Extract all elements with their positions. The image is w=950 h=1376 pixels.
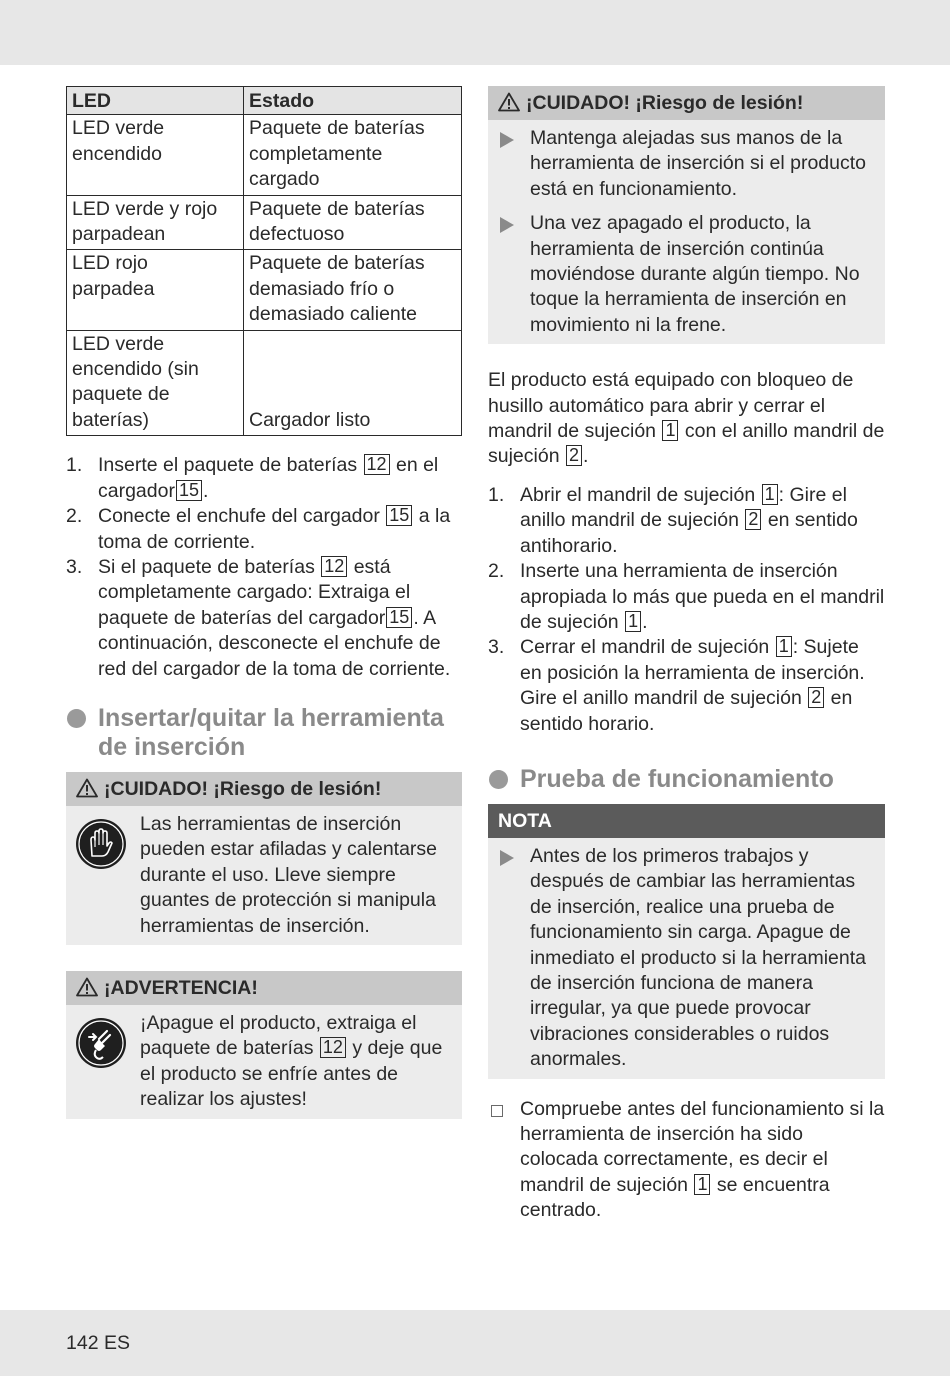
step-text: . (203, 479, 209, 502)
caution-title: ¡CUIDADO! ¡Riesgo de lesión! (526, 92, 804, 114)
list-item (498, 844, 875, 1073)
cell-text: LED rojo parpadea (72, 252, 155, 300)
step-number: 1. (66, 454, 83, 477)
check-text: se encuentra centrado. (520, 1173, 830, 1222)
caution-header (66, 772, 462, 806)
check-text: Compruebe antes del funcionamiento si la herramienta de inserción ha sido colocada correctamente, es decir el mandril de sujeción (520, 1097, 885, 1196)
caution-header (488, 86, 885, 120)
list-item (66, 453, 462, 504)
caution-box-gloves (66, 772, 462, 945)
unplug-icon (75, 1017, 127, 1069)
reference-number: 2 (566, 445, 582, 466)
reference-number: 1 (625, 611, 641, 632)
step-text: en el cargador (98, 454, 439, 502)
table-row (67, 195, 462, 250)
reference-number: 2 (808, 687, 824, 708)
spindle-lock-paragraph (488, 368, 885, 470)
list-item (66, 555, 462, 682)
reference-number: 15 (386, 607, 412, 628)
warning-triangle-icon (76, 977, 98, 997)
paragraph-text: El producto está equipado con bloqueo de husillo automático para abrir y cerrar el mandril de sujeción (488, 369, 854, 443)
table-cell-led (67, 115, 244, 195)
cell-text: LED verde y rojo parpadean (72, 197, 218, 246)
reference-number: 2 (745, 509, 761, 530)
step-text: Cerrar el mandril de sujeción (520, 636, 770, 659)
arrow-bullet-icon (500, 850, 514, 866)
section-heading-test (488, 765, 885, 794)
checklist-item (488, 1097, 885, 1224)
table-cell-estado (244, 250, 462, 330)
page-number: 142 ES (66, 1332, 130, 1354)
section-title: Prueba de funcionamiento (520, 764, 834, 793)
bottom-band (0, 1310, 950, 1376)
section-heading-insert (66, 704, 462, 762)
table-cell-estado: Paquete de baterías completamente cargado (244, 115, 462, 195)
table-row (67, 250, 462, 330)
warning-text-part: y deje que el producto se enfríe antes de realizar los ajustes! (140, 1037, 443, 1111)
paragraph-text: con el anillo mandril de sujeción (488, 420, 885, 468)
caution-item-text: Mantenga alejadas sus manos de la herramienta de inserción si el producto está en funcionamiento. (530, 127, 867, 200)
note-text: Antes de los primeros trabajos y después de cambiar las herramientas de inserción, realice una prueba de funcionamiento sin carga. Apague de inmediato el producto si la herramienta de inserción funciona de manera irregular, ya que puede provocar vibraciones considerables o ruidos anormales. (530, 844, 867, 1071)
table-cell-led (67, 330, 244, 436)
list-item (498, 211, 875, 338)
table-cell-led (67, 250, 244, 330)
warning-box-unplug (66, 971, 462, 1119)
arrow-bullet-icon (500, 217, 514, 233)
step-number: 3. (488, 636, 505, 659)
cell-text: Paquete de baterías demasiado frío o demasiado caliente (249, 252, 425, 326)
table-header-led: LED (67, 87, 244, 115)
cell-text: LED verde encendido (72, 117, 165, 165)
cell-text: LED verde encendido (sin paquete de baterías) (72, 332, 199, 431)
checkbox-square-icon (491, 1105, 503, 1117)
wear-gloves-icon (75, 818, 127, 870)
warning-text-part: ¡Apague el producto, extraiga el paquete de baterías (140, 1011, 417, 1060)
step-number: 3. (66, 555, 83, 578)
reference-number: 12 (321, 556, 347, 577)
table-header-row (67, 87, 462, 115)
warning-body (66, 1005, 462, 1119)
warning-triangle-icon (498, 92, 520, 112)
step-text: Inserte una herramienta de inserción apropiada lo más que pueda en el mandril de sujeción (520, 560, 885, 633)
step-text: en sentido antihorario. (520, 509, 858, 557)
reference-number: 12 (364, 454, 390, 475)
led-status-table (66, 86, 462, 436)
caution-text: Las herramientas de inserción pueden estar afiladas y calentarse durante el uso. Lleve siempre guantes de protección si manipula herramientas de inserción. (140, 812, 438, 937)
caution-list (488, 120, 885, 344)
step-text: Conecte el enchufe del cargador (98, 505, 380, 528)
note-list (488, 838, 885, 1079)
reference-number: 15 (176, 480, 202, 501)
caution-item-text: Una vez apagado el producto, la herramienta de inserción continúa moviéndose durante algún tiempo. No toque la herramienta de inserción en movimiento ni la frene. (530, 212, 860, 336)
table-cell-led (67, 195, 244, 250)
table-row (67, 330, 462, 436)
table-cell-estado: Cargador listo (244, 330, 462, 436)
warning-header (66, 971, 462, 1005)
caution-box-hands (488, 86, 885, 344)
warning-text (140, 1011, 450, 1113)
list-item (488, 559, 885, 635)
note-box (488, 804, 885, 1079)
step-text: . A continuación, desconecte el enchufe de red del cargador de la toma de corriente. (98, 606, 451, 680)
step-text: : Gire el anillo mandril de sujeción (520, 483, 847, 532)
step-text: en sentido horario. (520, 687, 853, 735)
left-column (66, 86, 462, 1119)
step-text: a la toma de corriente. (98, 505, 451, 553)
right-column (488, 86, 885, 1224)
table-cell-estado (244, 195, 462, 250)
bullet-dot-icon (67, 709, 86, 728)
top-band (0, 0, 950, 65)
step-text: . (642, 610, 648, 633)
reference-number: 1 (776, 636, 792, 657)
step-text: está completamente cargado: Extraiga el paquete de baterías del cargador (98, 555, 411, 629)
warning-triangle-icon (76, 778, 98, 798)
step-text: Abrir el mandril de sujeción (520, 483, 756, 506)
step-number: 2. (66, 505, 83, 528)
list-item (498, 126, 875, 202)
step-text: Inserte el paquete de baterías (98, 454, 358, 477)
bullet-dot-icon (489, 770, 508, 789)
arrow-bullet-icon (500, 132, 514, 148)
charge-steps-list (66, 453, 462, 682)
warning-title: ¡ADVERTENCIA! (104, 976, 258, 999)
list-item (66, 504, 462, 555)
section-title: Insertar/quitar la herramienta de inserción (98, 703, 444, 761)
list-item (488, 483, 885, 559)
cell-text: Paquete de baterías defectuoso (249, 197, 425, 246)
table-row (67, 115, 462, 195)
reference-number: 1 (762, 484, 778, 505)
note-header: NOTA (488, 804, 885, 838)
reference-number: 12 (320, 1037, 346, 1058)
reference-number: 1 (662, 420, 678, 441)
step-text: Si el paquete de baterías (98, 555, 315, 578)
reference-number: 15 (386, 505, 412, 526)
paragraph-text: . (582, 445, 589, 468)
caution-title: ¡CUIDADO! ¡Riesgo de lesión! (104, 777, 382, 800)
caution-body (66, 806, 462, 945)
step-number: 2. (488, 560, 505, 583)
table-header-estado: Estado (244, 87, 462, 115)
step-text: : Sujete en posición la herramienta de inserción. Gire el anillo mandril de sujeción (520, 636, 865, 710)
reference-number: 1 (694, 1174, 710, 1195)
chuck-steps-list (488, 483, 885, 737)
list-item (488, 635, 885, 737)
step-number: 1. (488, 483, 505, 506)
